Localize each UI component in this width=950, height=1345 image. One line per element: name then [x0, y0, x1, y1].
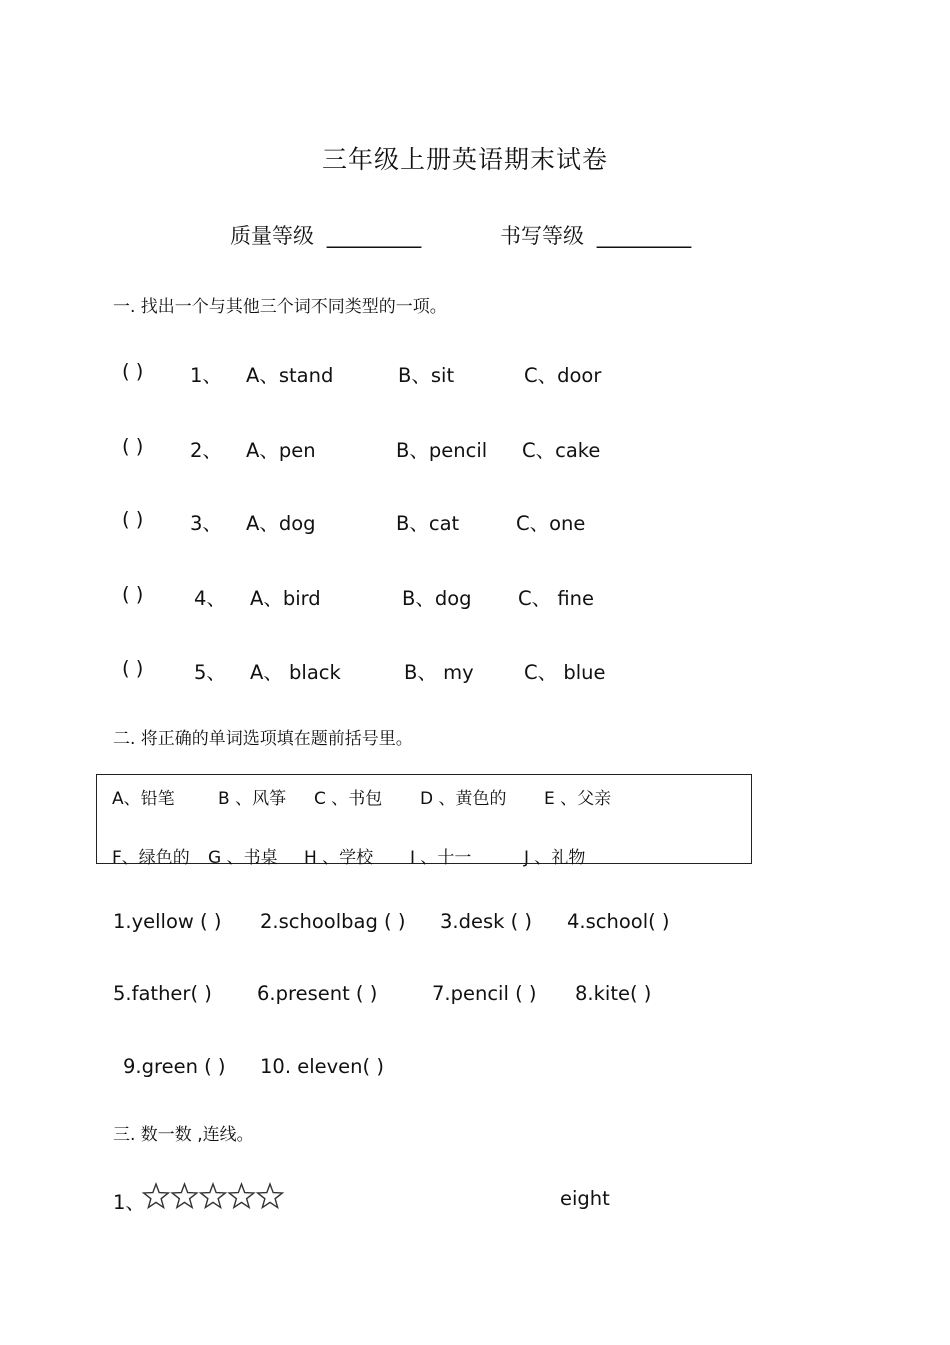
- option-a: A、stand: [246, 364, 334, 387]
- option-c: C、one: [516, 512, 586, 535]
- vocab-option-b: B 、风筝: [218, 789, 287, 809]
- question-number: 1、: [190, 364, 222, 387]
- answer-paren: ( ): [122, 583, 144, 606]
- star-icon: [258, 1184, 283, 1208]
- stars-group: [142, 1182, 292, 1212]
- option-b: B、 my: [404, 661, 474, 684]
- star-icon: [172, 1184, 197, 1208]
- page-title: 三年级上册英语期末试卷: [321, 145, 608, 174]
- answer-paren: ( ): [122, 508, 144, 531]
- vocab-option-h: H 、学校: [304, 848, 374, 868]
- quality-grade: [230, 220, 421, 250]
- option-c: C、 blue: [524, 661, 606, 684]
- quality-grade-blank: _________: [326, 224, 422, 248]
- match-item-10: 10. eleven( ): [260, 1055, 384, 1078]
- question-number: 4、: [194, 587, 226, 610]
- match-item-7: 7.pencil ( ): [432, 982, 537, 1005]
- writing-grade-label: 书写等级: [500, 224, 584, 248]
- star-icon: [144, 1184, 169, 1208]
- section1-heading: 一. 找出一个与其他三个词不同类型的一项。: [113, 297, 447, 317]
- option-a: A、pen: [246, 439, 316, 462]
- match-item-4: 4.school( ): [567, 910, 670, 933]
- vocab-option-a: A、铅笔: [112, 789, 175, 809]
- option-c: C、cake: [522, 439, 601, 462]
- option-c: C、door: [524, 364, 602, 387]
- vocab-option-c: C 、书包: [314, 789, 383, 809]
- question-number: 5、: [194, 661, 226, 684]
- star-icon: [229, 1184, 254, 1208]
- option-b: B、pencil: [396, 439, 488, 462]
- match-item-9: 9.green ( ): [123, 1055, 226, 1078]
- match-item-1: 1.yellow ( ): [113, 910, 222, 933]
- section3-heading: 三. 数一数 ,连线。: [113, 1125, 254, 1145]
- star-icon: [201, 1184, 226, 1208]
- match-word-eight: eight: [560, 1187, 610, 1210]
- quality-grade-label: 质量等级: [230, 224, 314, 248]
- answer-paren: ( ): [122, 435, 144, 458]
- answer-paren: ( ): [122, 657, 144, 680]
- option-b: B、cat: [396, 512, 460, 535]
- section2-heading: 二. 将正确的单词选项填在题前括号里。: [113, 729, 413, 749]
- writing-grade-blank: _________: [596, 224, 692, 248]
- option-a: A、dog: [246, 512, 316, 535]
- option-a: A、bird: [250, 587, 321, 610]
- vocab-option-f: F、绿色的: [112, 848, 190, 868]
- answer-paren: ( ): [122, 360, 144, 383]
- match-item-8: 8.kite( ): [575, 982, 652, 1005]
- match-item-3: 3.desk ( ): [440, 910, 533, 933]
- writing-grade: [500, 220, 691, 250]
- option-c: C、 fine: [518, 587, 594, 610]
- count-item-number: 1、: [113, 1191, 145, 1214]
- vocab-option-e: E 、父亲: [544, 789, 612, 809]
- option-b: B、sit: [398, 364, 455, 387]
- question-number: 3、: [190, 512, 222, 535]
- vocab-option-i: I 、十一: [410, 848, 472, 868]
- vocab-option-g: G 、书桌: [208, 848, 278, 868]
- match-item-5: 5.father( ): [113, 982, 212, 1005]
- match-item-6: 6.present ( ): [257, 982, 378, 1005]
- vocab-option-j: J 、礼物: [524, 848, 586, 868]
- vocab-option-d: D 、黄色的: [420, 789, 507, 809]
- option-a: A、 black: [250, 661, 341, 684]
- match-item-2: 2.schoolbag ( ): [260, 910, 406, 933]
- question-number: 2、: [190, 439, 222, 462]
- option-b: B、dog: [402, 587, 472, 610]
